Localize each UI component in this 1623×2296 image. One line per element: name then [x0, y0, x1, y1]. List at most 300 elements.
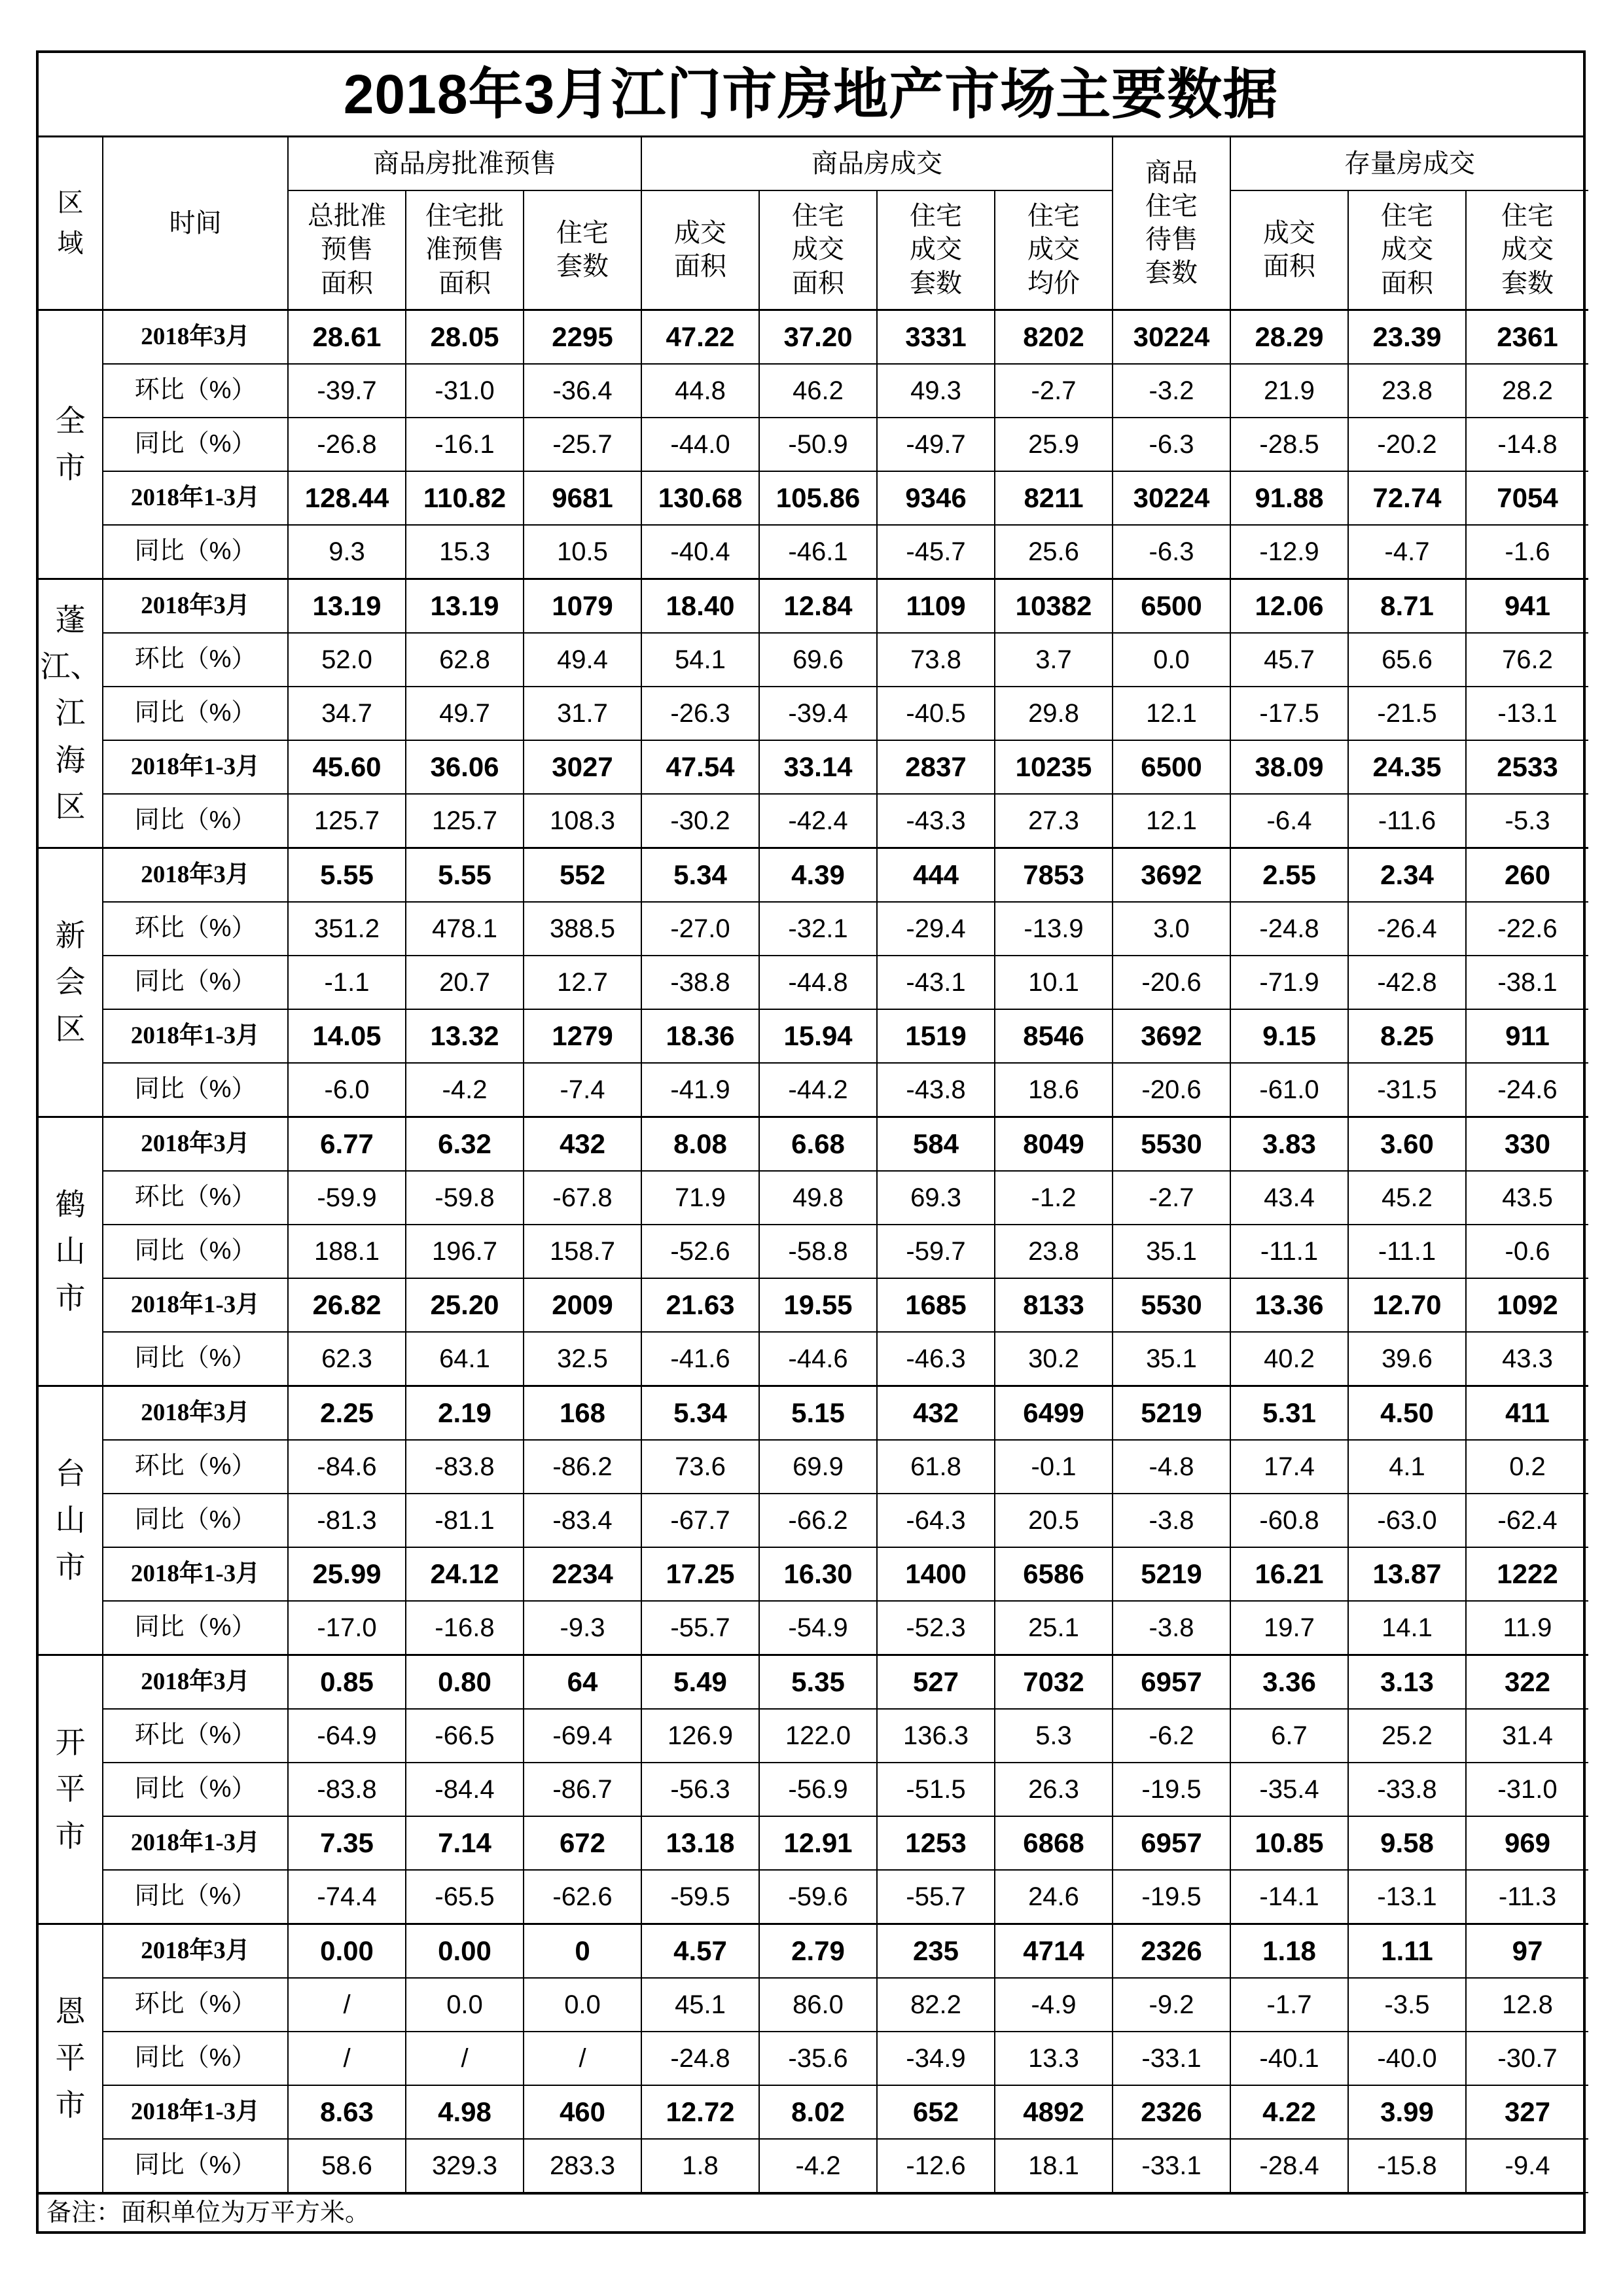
data-cell: -32.1 — [759, 902, 877, 956]
data-cell: 8133 — [995, 1278, 1113, 1332]
row-label: 2018年3月 — [103, 310, 288, 365]
row-label: 同比（%） — [103, 1763, 288, 1816]
row-label: 同比（%） — [103, 1494, 288, 1547]
data-cell: -20.6 — [1113, 1063, 1230, 1117]
data-cell: -39.7 — [288, 364, 406, 418]
data-cell: 69.6 — [759, 633, 877, 687]
region-name-char: 江、 — [40, 649, 101, 684]
data-cell: -84.4 — [406, 1763, 524, 1816]
header-col-line: 成交 — [792, 235, 844, 264]
data-cell: 10.85 — [1230, 1816, 1348, 1870]
data-cell: 12.84 — [759, 579, 877, 634]
header-col-line: 住宅 — [792, 202, 844, 231]
data-cell: 0.00 — [288, 1924, 406, 1979]
data-cell: -33.1 — [1113, 2139, 1230, 2193]
data-cell: 0 — [524, 1924, 641, 1979]
data-cell: 1685 — [877, 1278, 995, 1332]
data-cell: -36.4 — [524, 364, 641, 418]
data-cell: 30224 — [1113, 310, 1230, 365]
data-cell: 97 — [1466, 1924, 1588, 1979]
row-label: 同比（%） — [103, 956, 288, 1009]
data-table — [39, 137, 1588, 2193]
data-cell: -17.5 — [1230, 687, 1348, 740]
data-cell: -0.1 — [995, 1440, 1113, 1494]
data-cell: 3.83 — [1230, 1117, 1348, 1172]
table-row — [39, 364, 1588, 418]
data-cell: 8049 — [995, 1117, 1113, 1172]
data-cell: 37.20 — [759, 310, 877, 365]
data-cell: 18.36 — [641, 1009, 759, 1063]
data-cell: 2.34 — [1348, 848, 1466, 903]
data-cell: 1.18 — [1230, 1924, 1348, 1979]
data-cell: 12.1 — [1113, 794, 1230, 848]
data-cell: 652 — [877, 2085, 995, 2139]
region-name-char: 海 — [55, 742, 86, 777]
header-col-line: 套数 — [1501, 268, 1554, 298]
data-cell: 4.50 — [1348, 1386, 1466, 1441]
data-cell: 19.7 — [1230, 1601, 1348, 1655]
row-label: 环比（%） — [103, 902, 288, 956]
region-name-char: 山 — [55, 1234, 86, 1268]
header-region — [39, 137, 103, 310]
data-cell: -19.5 — [1113, 1763, 1230, 1816]
data-cell: 10.5 — [524, 525, 641, 579]
data-cell: -2.7 — [1113, 1171, 1230, 1225]
data-cell: 72.74 — [1348, 471, 1466, 525]
data-cell: -55.7 — [641, 1601, 759, 1655]
data-cell: 27.3 — [995, 794, 1113, 848]
data-cell: 62.3 — [288, 1332, 406, 1386]
data-cell: 24.12 — [406, 1547, 524, 1601]
data-cell: 30224 — [1113, 471, 1230, 525]
data-cell: 136.3 — [877, 1709, 995, 1763]
data-cell: -41.6 — [641, 1332, 759, 1386]
data-cell: 8546 — [995, 1009, 1113, 1063]
data-cell: 43.5 — [1466, 1171, 1588, 1225]
data-cell: -6.2 — [1113, 1709, 1230, 1763]
data-cell: 12.1 — [1113, 687, 1230, 740]
data-cell: 2361 — [1466, 310, 1588, 365]
header-col-line: 套数 — [910, 268, 962, 298]
region-name-char: 会 — [55, 965, 86, 999]
data-cell: 7.14 — [406, 1816, 524, 1870]
data-cell: 49.4 — [524, 633, 641, 687]
data-cell: 3.99 — [1348, 2085, 1466, 2139]
row-label: 2018年1-3月 — [103, 740, 288, 794]
row-label: 2018年3月 — [103, 1386, 288, 1441]
header-region-char: 域 — [57, 229, 84, 258]
data-cell: -74.4 — [288, 1870, 406, 1924]
data-cell: -5.3 — [1466, 794, 1588, 848]
data-cell: -6.3 — [1113, 525, 1230, 579]
data-cell: 6499 — [995, 1386, 1113, 1441]
data-cell: 9.58 — [1348, 1816, 1466, 1870]
data-cell: -86.2 — [524, 1440, 641, 1494]
data-cell: 12.8 — [1466, 1978, 1588, 2032]
header-col-line: 面积 — [1381, 268, 1433, 298]
header-col-line: 成交 — [910, 235, 962, 264]
table-row — [39, 1709, 1588, 1763]
region-name-char: 江 — [55, 696, 86, 730]
data-cell: -44.2 — [759, 1063, 877, 1117]
data-cell: 86.0 — [759, 1978, 877, 2032]
table-row — [39, 1870, 1588, 1924]
data-cell: 47.22 — [641, 310, 759, 365]
header-col-6 — [995, 190, 1113, 310]
data-cell: 10.1 — [995, 956, 1113, 1009]
region-name-char: 蓬 — [55, 602, 86, 637]
data-cell: -59.8 — [406, 1171, 524, 1225]
header-col-9 — [1466, 190, 1588, 310]
header-group-second: 存量房成交 — [1230, 137, 1588, 190]
region-name-char: 山 — [55, 1503, 86, 1537]
data-cell: 411 — [1466, 1386, 1588, 1441]
row-label: 2018年3月 — [103, 1117, 288, 1172]
table-row — [39, 902, 1588, 956]
data-cell: 6.68 — [759, 1117, 877, 1172]
row-label: 同比（%） — [103, 1332, 288, 1386]
table-row — [39, 1225, 1588, 1278]
data-cell: 4892 — [995, 2085, 1113, 2139]
header-col-line: 面积 — [438, 268, 491, 298]
data-cell: -43.3 — [877, 794, 995, 848]
header-col-line: 成交 — [1501, 235, 1554, 264]
table-row — [39, 2139, 1588, 2193]
row-label: 同比（%） — [103, 418, 288, 471]
data-cell: 5.15 — [759, 1386, 877, 1441]
header-col-line: 预售 — [321, 235, 373, 264]
data-cell: 1400 — [877, 1547, 995, 1601]
table-row — [39, 1386, 1588, 1441]
table-row — [39, 794, 1588, 848]
data-cell: 46.2 — [759, 364, 877, 418]
data-cell: -81.3 — [288, 1494, 406, 1547]
data-cell: 28.61 — [288, 310, 406, 365]
data-cell: -2.7 — [995, 364, 1113, 418]
data-cell: -38.1 — [1466, 956, 1588, 1009]
data-cell: 911 — [1466, 1009, 1588, 1063]
data-cell: 6868 — [995, 1816, 1113, 1870]
data-cell: 0.80 — [406, 1655, 524, 1710]
data-cell: 1092 — [1466, 1278, 1588, 1332]
data-cell: 125.7 — [288, 794, 406, 848]
data-cell: 25.6 — [995, 525, 1113, 579]
data-cell: 17.4 — [1230, 1440, 1348, 1494]
data-cell: 2533 — [1466, 740, 1588, 794]
data-cell: -24.6 — [1466, 1063, 1588, 1117]
table-row — [39, 1494, 1588, 1547]
data-cell: -62.6 — [524, 1870, 641, 1924]
header-col-4 — [759, 190, 877, 310]
data-cell: -9.2 — [1113, 1978, 1230, 2032]
region-name-char: 区 — [55, 1011, 86, 1046]
data-cell: 1279 — [524, 1009, 641, 1063]
data-cell: -6.3 — [1113, 418, 1230, 471]
data-cell: 2326 — [1113, 2085, 1230, 2139]
data-cell: 5.34 — [641, 1386, 759, 1441]
table-row — [39, 1117, 1588, 1172]
data-cell: 12.72 — [641, 2085, 759, 2139]
data-cell: -12.6 — [877, 2139, 995, 2193]
data-cell: 54.1 — [641, 633, 759, 687]
data-cell: 34.7 — [288, 687, 406, 740]
table-row — [39, 1440, 1588, 1494]
data-cell: 1222 — [1466, 1547, 1588, 1601]
data-cell: -16.8 — [406, 1601, 524, 1655]
data-cell: 6.32 — [406, 1117, 524, 1172]
data-cell: -66.2 — [759, 1494, 877, 1547]
data-cell: 351.2 — [288, 902, 406, 956]
data-cell: -21.5 — [1348, 687, 1466, 740]
data-cell: -14.1 — [1230, 1870, 1348, 1924]
data-cell: -51.5 — [877, 1763, 995, 1816]
header-col-1 — [406, 190, 524, 310]
data-cell: 5.55 — [406, 848, 524, 903]
data-cell: -28.5 — [1230, 418, 1348, 471]
header-col-line: 面积 — [674, 252, 726, 281]
data-cell: -26.3 — [641, 687, 759, 740]
data-cell: -4.2 — [406, 1063, 524, 1117]
row-label: 同比（%） — [103, 2139, 288, 2193]
row-label: 同比（%） — [103, 525, 288, 579]
data-cell: -31.5 — [1348, 1063, 1466, 1117]
data-cell: -40.0 — [1348, 2032, 1466, 2085]
data-cell: -45.7 — [877, 525, 995, 579]
data-cell: 3027 — [524, 740, 641, 794]
data-cell: -15.8 — [1348, 2139, 1466, 2193]
row-label: 2018年1-3月 — [103, 1547, 288, 1601]
data-sheet — [36, 50, 1586, 2234]
header-stock-line: 住宅 — [1145, 191, 1198, 221]
data-cell: 3331 — [877, 310, 995, 365]
data-cell: 5.55 — [288, 848, 406, 903]
data-cell: 69.9 — [759, 1440, 877, 1494]
data-cell: 25.20 — [406, 1278, 524, 1332]
data-cell: 6957 — [1113, 1655, 1230, 1710]
row-label: 2018年1-3月 — [103, 1816, 288, 1870]
region-name-char: 台 — [55, 1456, 86, 1491]
data-cell: 76.2 — [1466, 633, 1588, 687]
data-cell: 3.7 — [995, 633, 1113, 687]
footnote: 备注：面积单位为万平方米。 — [39, 2193, 1583, 2231]
data-cell: -26.4 — [1348, 902, 1466, 956]
data-cell: 105.86 — [759, 471, 877, 525]
data-cell: -38.8 — [641, 956, 759, 1009]
data-cell: -11.1 — [1348, 1225, 1466, 1278]
header-region-char: 区 — [57, 188, 84, 217]
header-row-groups — [39, 137, 1588, 190]
data-cell: 188.1 — [288, 1225, 406, 1278]
data-cell: / — [406, 2032, 524, 2085]
data-cell: 9681 — [524, 471, 641, 525]
region-name-char: 市 — [55, 1549, 86, 1584]
data-cell: 584 — [877, 1117, 995, 1172]
data-cell: -86.7 — [524, 1763, 641, 1816]
data-cell: 13.32 — [406, 1009, 524, 1063]
data-cell: 5530 — [1113, 1278, 1230, 1332]
data-cell: 432 — [524, 1117, 641, 1172]
data-cell: -34.9 — [877, 2032, 995, 2085]
data-cell: / — [288, 1978, 406, 2032]
data-cell: 0.2 — [1466, 1440, 1588, 1494]
table-row — [39, 848, 1588, 903]
data-cell: -0.6 — [1466, 1225, 1588, 1278]
header-col-line: 住宅 — [1027, 202, 1080, 231]
row-label: 2018年1-3月 — [103, 1009, 288, 1063]
data-cell: 38.09 — [1230, 740, 1348, 794]
table-row — [39, 2085, 1588, 2139]
data-cell: 3.60 — [1348, 1117, 1466, 1172]
table-row — [39, 740, 1588, 794]
data-cell: 128.44 — [288, 471, 406, 525]
data-cell: -66.5 — [406, 1709, 524, 1763]
data-cell: -9.3 — [524, 1601, 641, 1655]
data-cell: 15.94 — [759, 1009, 877, 1063]
data-cell: 5.34 — [641, 848, 759, 903]
data-cell: 1519 — [877, 1009, 995, 1063]
data-cell: 15.3 — [406, 525, 524, 579]
header-stock-line: 待售 — [1145, 225, 1198, 254]
page-title: 2018年3月江门市房地产市场主要数据 — [39, 53, 1583, 137]
data-cell: 32.5 — [524, 1332, 641, 1386]
data-cell: 45.2 — [1348, 1171, 1466, 1225]
row-label: 同比（%） — [103, 1225, 288, 1278]
data-cell: -4.7 — [1348, 525, 1466, 579]
row-label: 环比（%） — [103, 1440, 288, 1494]
data-cell: 40.2 — [1230, 1332, 1348, 1386]
data-cell: -3.8 — [1113, 1601, 1230, 1655]
data-cell: -30.2 — [641, 794, 759, 848]
data-cell: 0.0 — [1113, 633, 1230, 687]
data-cell: -69.4 — [524, 1709, 641, 1763]
table-row — [39, 310, 1588, 365]
table-row — [39, 525, 1588, 579]
row-label: 2018年1-3月 — [103, 1278, 288, 1332]
data-cell: -42.8 — [1348, 956, 1466, 1009]
data-cell: 39.6 — [1348, 1332, 1466, 1386]
data-cell: 9.15 — [1230, 1009, 1348, 1063]
data-cell: 36.06 — [406, 740, 524, 794]
row-label: 2018年1-3月 — [103, 2085, 288, 2139]
region-name-char: 市 — [55, 1280, 86, 1315]
data-cell: 18.40 — [641, 579, 759, 634]
data-cell: -56.3 — [641, 1763, 759, 1816]
data-cell: 30.2 — [995, 1332, 1113, 1386]
data-cell: -42.4 — [759, 794, 877, 848]
data-cell: 235 — [877, 1924, 995, 1979]
data-cell: 25.9 — [995, 418, 1113, 471]
header-time: 时间 — [103, 137, 288, 310]
data-cell: 6586 — [995, 1547, 1113, 1601]
header-col-line: 住宅 — [1381, 202, 1433, 231]
data-cell: 7054 — [1466, 471, 1588, 525]
row-label: 环比（%） — [103, 364, 288, 418]
data-cell: 0.85 — [288, 1655, 406, 1710]
header-col-5 — [877, 190, 995, 310]
data-cell: -49.7 — [877, 418, 995, 471]
data-cell: -64.9 — [288, 1709, 406, 1763]
data-cell: 65.6 — [1348, 633, 1466, 687]
data-cell: 28.05 — [406, 310, 524, 365]
data-cell: -28.4 — [1230, 2139, 1348, 2193]
header-col-line: 均价 — [1027, 268, 1080, 298]
data-cell: 61.8 — [877, 1440, 995, 1494]
data-cell: -11.6 — [1348, 794, 1466, 848]
data-cell: 527 — [877, 1655, 995, 1710]
data-cell: 388.5 — [524, 902, 641, 956]
data-cell: 6500 — [1113, 579, 1230, 634]
data-cell: 9346 — [877, 471, 995, 525]
header-col-line: 成交 — [674, 218, 726, 247]
row-label: 环比（%） — [103, 1978, 288, 2032]
data-cell: 21.9 — [1230, 364, 1348, 418]
data-cell: -46.1 — [759, 525, 877, 579]
data-cell: 8.08 — [641, 1117, 759, 1172]
row-label: 同比（%） — [103, 1601, 288, 1655]
data-cell: 941 — [1466, 579, 1588, 634]
region-name-char: 市 — [55, 450, 86, 484]
data-cell: -62.4 — [1466, 1494, 1588, 1547]
header-col-8 — [1348, 190, 1466, 310]
table-row — [39, 418, 1588, 471]
data-cell: -44.0 — [641, 418, 759, 471]
row-label: 2018年3月 — [103, 1924, 288, 1979]
data-cell: -14.8 — [1466, 418, 1588, 471]
data-cell: 329.3 — [406, 2139, 524, 2193]
data-cell: 20.7 — [406, 956, 524, 1009]
data-cell: -24.8 — [641, 2032, 759, 2085]
data-cell: 3692 — [1113, 848, 1230, 903]
data-cell: -3.2 — [1113, 364, 1230, 418]
data-cell: -50.9 — [759, 418, 877, 471]
data-cell: 0.0 — [524, 1978, 641, 2032]
data-cell: 327 — [1466, 2085, 1588, 2139]
header-col-line: 成交 — [1027, 235, 1080, 264]
data-cell: -81.1 — [406, 1494, 524, 1547]
data-cell: -13.1 — [1466, 687, 1588, 740]
data-cell: 49.7 — [406, 687, 524, 740]
data-cell: -20.2 — [1348, 418, 1466, 471]
data-cell: -35.4 — [1230, 1763, 1348, 1816]
data-cell: 2.19 — [406, 1386, 524, 1441]
data-cell: 4.1 — [1348, 1440, 1466, 1494]
data-cell: -31.0 — [406, 364, 524, 418]
data-cell: 23.8 — [1348, 364, 1466, 418]
region-name-char: 市 — [55, 1818, 86, 1853]
region-name-char: 开 — [55, 1725, 86, 1760]
data-cell: 108.3 — [524, 794, 641, 848]
header-col-2 — [524, 190, 641, 310]
data-cell: 260 — [1466, 848, 1588, 903]
table-row — [39, 1924, 1588, 1979]
header-group-deal: 商品房成交 — [641, 137, 1113, 190]
header-col-7 — [1230, 190, 1348, 310]
table-row — [39, 1816, 1588, 1870]
data-cell: 1109 — [877, 579, 995, 634]
data-cell: 130.68 — [641, 471, 759, 525]
data-cell: 21.63 — [641, 1278, 759, 1332]
data-cell: -39.4 — [759, 687, 877, 740]
data-cell: -43.8 — [877, 1063, 995, 1117]
header-col-line: 准预售 — [425, 235, 504, 264]
data-cell: 12.91 — [759, 1816, 877, 1870]
data-cell: 13.87 — [1348, 1547, 1466, 1601]
header-stock-line: 商品 — [1145, 158, 1198, 187]
data-cell: 3.0 — [1113, 902, 1230, 956]
data-cell: 110.82 — [406, 471, 524, 525]
data-cell: 5.3 — [995, 1709, 1113, 1763]
data-cell: 9.3 — [288, 525, 406, 579]
